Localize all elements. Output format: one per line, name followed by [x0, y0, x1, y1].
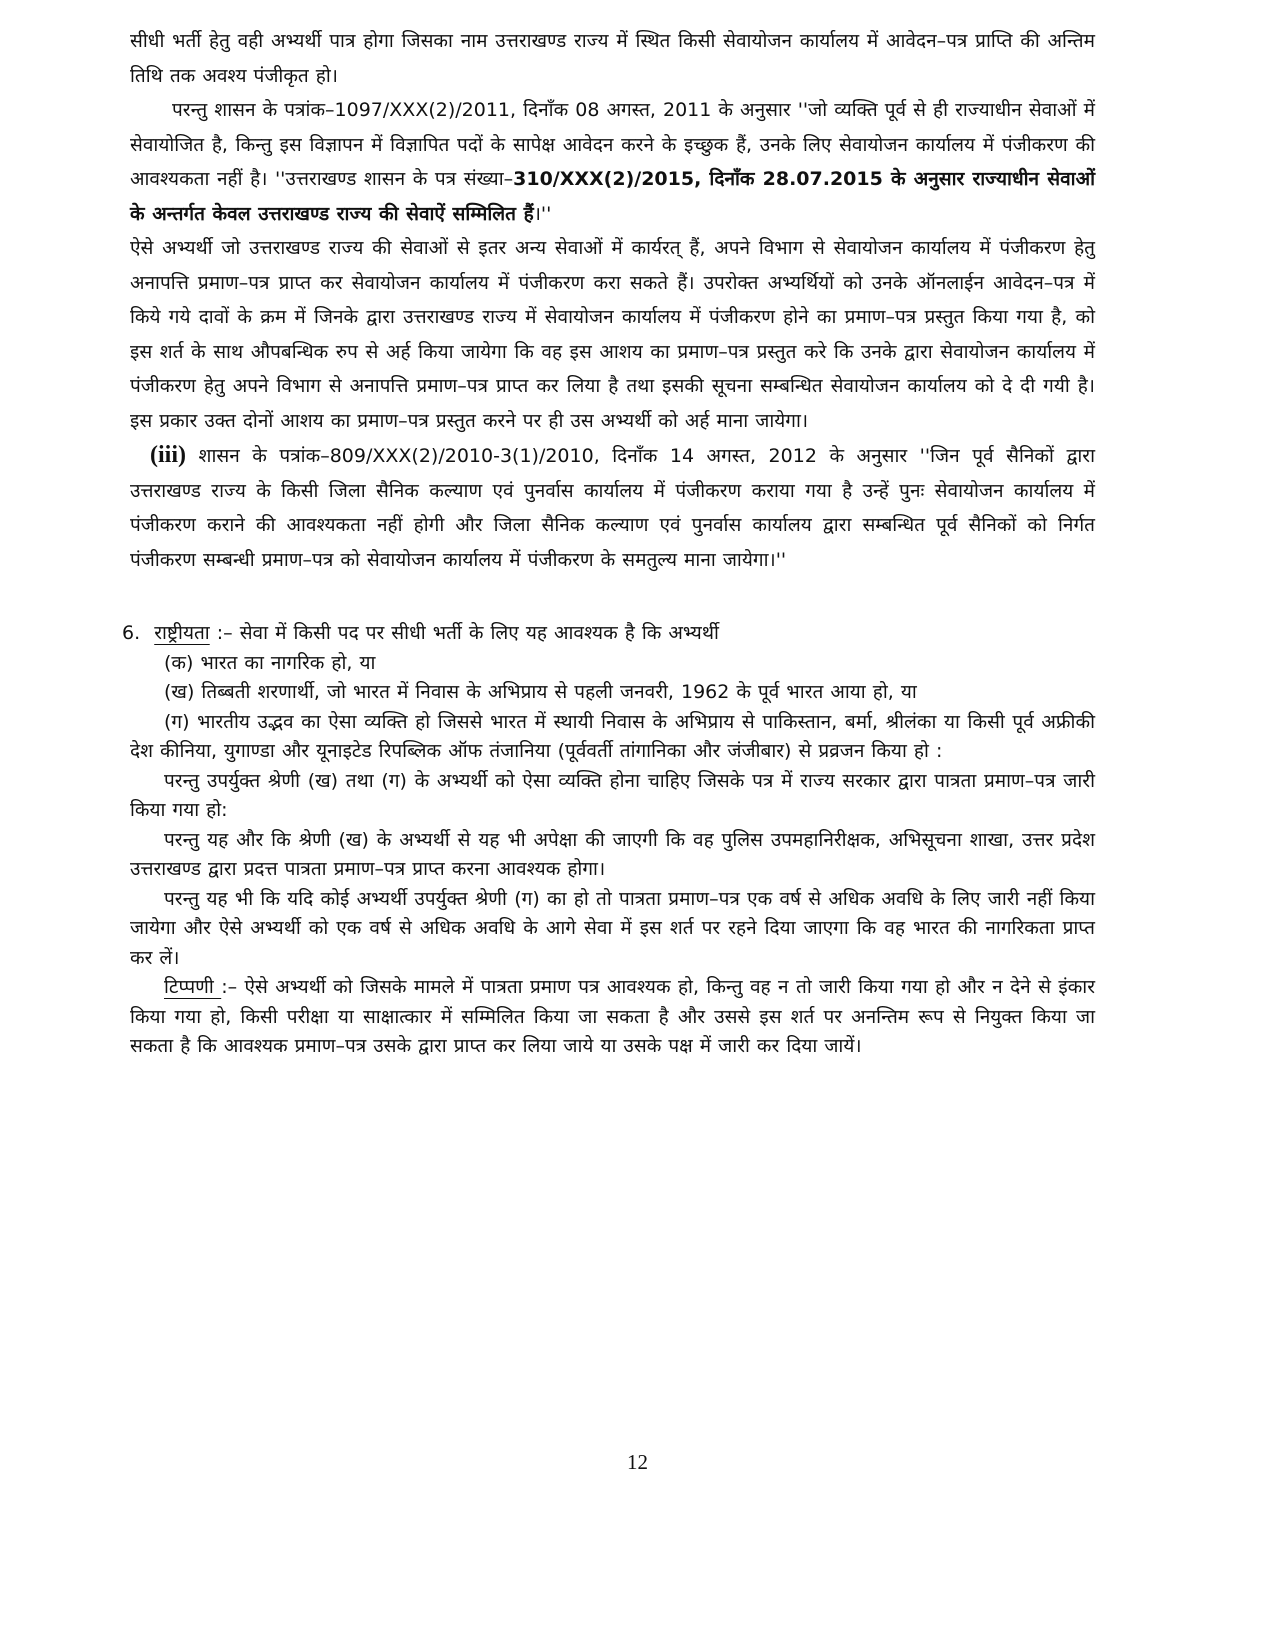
section-6-heading-line: [122, 619, 1095, 649]
item-ga: (ग) भारतीय उद्भव का ऐसा व्यक्ति हो जिससे भारत में स्थायी निवास के अभिप्राय से पाकिस्तान, बर्मा, श्रीलंका या किसी पूर्व अफ्रीकी देश कीनिया, युगाण्डा और यूनाइटेड रिपब्लिक ऑफ तंजानिया (पूर्ववर्ती तांगानिका और जंजीबार) से प्रव्रजन किया हो :: [130, 710, 1095, 762]
paragraph-other-service-candidates: ऐसे अभ्यर्थी जो उत्तराखण्ड राज्य की सेवाओं से इतर अन्य सेवाओं में कार्यरत् हैं, अपने विभाग से सेवायोजन कार्यालय में पंजीकरण हेतु अनापत्ति प्रमाण–पत्र प्राप्त कर सेवायोजन कार्यालय में पंजीकरण करा सकते हैं। उपरोक्त अभ्यर्थियों को उनके ऑनलाईन आवेदन–पत्र में किये गये दावों के क्रम में जिनके द्वारा उत्तराखण्ड राज्य में सेवायोजन कार्यालय में पंजीकरण होने का प्रमाण–पत्र प्रस्तुत किया गया है, को इस शर्त के साथ औपबन्धिक रुप से अर्ह किया जायेगा कि वह इस आशय का प्रमाण–पत्र प्रस्तुत करे कि उनके द्वारा सेवायोजन कार्यालय में पंजीकरण हेतु अपने विभाग से अनापत्ति प्रमाण–पत्र प्राप्त कर लिया है तथा इसकी सूचना सम्बन्धित सेवायोजन कार्यालय को दे दी गयी है। इस प्रकार उक्त दोनों आशय का प्रमाण–पत्र प्रस्तुत करने पर ही उस अभ्यर्थी को अर्ह माना जायेगा।: [130, 237, 1095, 432]
note-paragraph: [130, 973, 1095, 1062]
section-intro: :– सेवा में किसी पद पर सीधी भर्ती के लिए यह आवश्यक है कि अभ्यर्थी: [209, 622, 719, 644]
section-number: 6.: [122, 622, 141, 644]
proviso-1: परन्तु उपर्युक्त श्रेणी (ख) तथा (ग) के अभ्यर्थी को ऐसा व्यक्ति होना चाहिए जिसके पत्र में राज्य सरकार द्वारा पात्रता प्रमाण–पत्र जारी किया गया हो:: [130, 769, 1095, 821]
quote-end: ।'': [533, 202, 552, 225]
paragraph-employment-registration: सीधी भर्ती हेतु वही अभ्यर्थी पात्र होगा जिसका नाम उत्तराखण्ड राज्य में स्थित किसी सेवायोजन कार्यालय में आवेदन–पत्र प्राप्ति की अन्तिम तिथि तक अवश्य पंजीकृत हो।: [130, 30, 1095, 87]
ex-servicemen-text: शासन के पत्रांक–809/XXX(2)/2010-3(1)/2010, दिनाँक 14 अगस्त, 2012 के अनुसार ''जिन पूर्व सैनिकों द्वारा उत्तराखण्ड राज्य के किसी जिला सैनिक कल्याण एवं पुनर्वास कार्यालय में पंजीकरण कराया गया है उन्हें पुनः सेवायोजन कार्यालय में पंजीकरण कराने की आवश्यकता नहीं होगी और जिला सैनिक कल्याण एवं पुनर्वास कार्यालय द्वारा सम्बन्धित पूर्व सैनिकों को निर्गत पंजीकरण सम्बन्धी प्रमाण–पत्र को सेवायोजन कार्यालय में पंजीकरण के समतुल्य माना जायेगा।'': [130, 445, 1095, 571]
note-label: टिप्पणी: [164, 976, 222, 998]
item-kha: (ख) तिब्बती शरणार्थी, जो भारत में निवास के अभिप्राय से पहली जनवरी, 1962 के पूर्व भारत आया हो, या: [164, 681, 917, 703]
document-page: [122, 24, 1095, 1062]
section-heading-nationality: राष्ट्रीयता: [154, 622, 210, 644]
section-nationality: [122, 619, 1095, 1062]
letter-2011-text: परन्तु शासन के पत्रांक–1097/XXX(2)/2011, दिनाँक 08 अगस्त, 2011 के अनुसार ''जो व्यक्ति पूर्व से ही राज्याधीन सेवाओं में सेवायोजित है, किन्तु इस विज्ञापन में विज्ञापित पदों के सापेक्ष आवेदन करने के इच्छुक हैं, उनके लिए सेवायोजन कार्यालय में पंजीकरण की आवश्यकता नहीं है। ''उत्तराखण्ड शासन के पत्र संख्या–: [130, 99, 1095, 190]
letter-2015-bold-text: 310/XXX(2)/2015, दिनाँक 28.07.2015 के अनुसार राज्याधीन सेवाओं के अन्तर्गत केवल उत्तराखण्ड राज्य की सेवाऐं सम्मिलित हैं: [130, 168, 1095, 225]
page-number: 12: [627, 1450, 648, 1474]
item-ka: [130, 649, 1095, 679]
paragraph-government-letter-2011: [130, 93, 1095, 231]
item-ka-text: (क) भारत का नागरिक हो, या: [164, 651, 376, 674]
note-text: :– ऐसे अभ्यर्थी को जिसके मामले में पात्रता प्रमाण पत्र आवश्यक हो, किन्तु वह न तो जारी किया गया हो और न देने से इंकार किया गया हो, किसी परीक्षा या साक्षात्कार में सम्मिलित किया जा सकता है और उससे इस शर्त पर अनन्तिम रूप से नियुक्त किया जा सकता है कि आवश्यक प्रमाण–पत्र उसके द्वारा प्राप्त कर लिया जाये या उसके पक्ष में जारी कर दिया जायें।: [130, 976, 1095, 1057]
paragraph-ex-servicemen: [130, 438, 1095, 577]
proviso-3: परन्तु यह भी कि यदि कोई अभ्यर्थी उपर्युक्त श्रेणी (ग) का हो तो पात्रता प्रमाण–पत्र एक वर्ष से अधिक अवधि के लिए जारी नहीं किया जायेगा और ऐसे अभ्यर्थी को एक वर्ष से अधिक अवधि के आगे सेवा में इस शर्त पर रहने दिया जाएगा कि वह भारत की नागरिकता प्राप्त कर लें।: [130, 887, 1095, 969]
clause-marker-iii: (iii): [150, 442, 186, 468]
proviso-2: परन्तु यह और कि श्रेणी (ख) के अभ्यर्थी से यह भी अपेक्षा की जाएगी कि वह पुलिस उपमहानिरीक्षक, अभिसूचना शाखा, उत्तर प्रदेश उत्तराखण्ड द्वारा प्रदत्त पात्रता प्रमाण–पत्र प्राप्त करना आवश्यक होगा।: [130, 828, 1095, 880]
